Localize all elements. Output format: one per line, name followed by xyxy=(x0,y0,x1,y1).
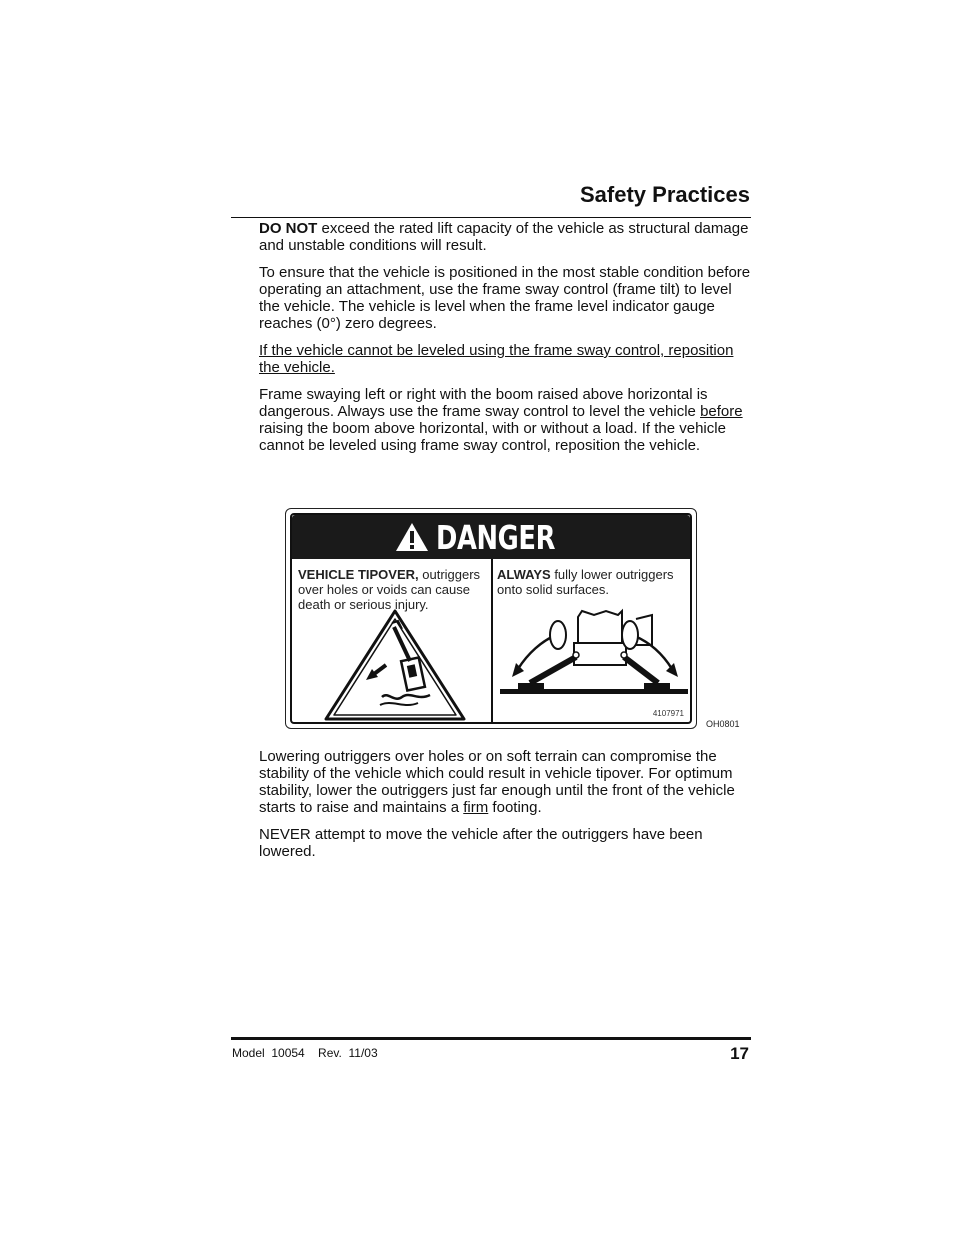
paragraph-level-vehicle: To ensure that the vehicle is positioned in the most stable condition before operating an attachment, use the frame sway control (frame tilt) to level the vehicle. The vehicle is level when the frame level indicator gauge reaches (0°) zero degrees. xyxy=(259,264,751,332)
tipover-rest: outriggers over holes or voids can cause death or serious injury. xyxy=(298,567,481,612)
danger-heading: DANGER xyxy=(435,517,555,557)
danger-header-bar xyxy=(292,515,690,559)
page-number: 17 xyxy=(730,1044,749,1063)
header-rule xyxy=(231,217,751,218)
underlined-reposition: If the vehicle cannot be leveled using the frame sway control, reposition the vehicle. xyxy=(259,342,734,376)
paragraph-text: footing. xyxy=(488,799,542,816)
paragraph-text: Lowering outriggers over holes or on soft terrain can compromise the stability of the vehicle which could result in vehicle tipover. For optimum stability, lower the outriggers just far enough until the front of the vehicle starts to raise and maintains a xyxy=(259,748,735,816)
paragraph-text: exceed the rated lift capacity of the vehicle as structural damage and unstable conditions will result. xyxy=(259,220,749,254)
paragraph-text: raising the boom above horizontal, with or without a load. If the vehicle cannot be leveled using frame sway control, reposition the vehicle. xyxy=(259,420,726,454)
danger-decal-inner xyxy=(290,513,692,724)
paragraph-frame-sway xyxy=(259,386,754,454)
warning-triangle-icon xyxy=(394,521,430,553)
underlined-before: before xyxy=(700,403,743,420)
underlined-firm: firm xyxy=(463,799,489,816)
figure-id: OH0801 xyxy=(706,719,740,729)
tipover-hazard-icon xyxy=(322,607,468,723)
footer-model-revision: Model 10054 Rev. 11/03 xyxy=(232,1046,378,1060)
panel-divider xyxy=(491,559,493,722)
outrigger-diagram-icon xyxy=(496,605,692,699)
always-bold: ALWAYS xyxy=(497,567,551,582)
footer-rule xyxy=(231,1037,751,1040)
paragraph-text: Frame swaying left or right with the boom raised above horizontal is dangerous. Always use the frame sway control to level the vehicle xyxy=(259,386,708,420)
paragraph-never-move: NEVER attempt to move the vehicle after the outriggers have been lowered. xyxy=(259,826,703,860)
paragraph-outriggers xyxy=(259,748,754,816)
paragraph-reposition xyxy=(259,342,754,376)
emphasis-do-not: DO NOT xyxy=(259,220,318,237)
danger-decal xyxy=(285,508,697,729)
page-title: Safety Practices xyxy=(580,182,750,207)
paragraph-rated-capacity xyxy=(259,220,754,254)
body-text-top xyxy=(259,220,754,464)
always-rest: fully lower outriggers onto solid surfaces. xyxy=(497,567,674,597)
decal-part-number: 4107971 xyxy=(652,709,684,718)
outrigger-instruction-text xyxy=(497,567,689,597)
body-text-bottom xyxy=(259,748,754,870)
tipover-warning-text xyxy=(298,567,490,612)
tipover-bold: VEHICLE TIPOVER, xyxy=(298,567,419,582)
